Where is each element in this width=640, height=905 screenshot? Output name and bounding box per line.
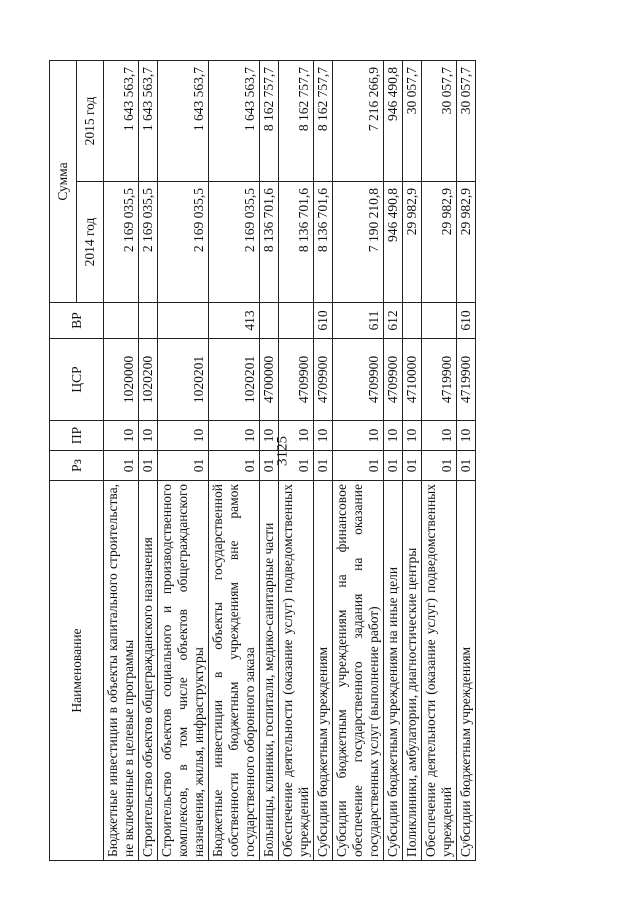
header-csr: ЦСР (50, 339, 104, 421)
table-row (158, 60, 209, 860)
row-pr: 10 (333, 421, 384, 451)
row-rz: 01 (139, 451, 158, 481)
row-rz: 01 (333, 451, 384, 481)
row-csr: 1020201 (209, 339, 260, 421)
row-sum-2014: 7 190 210,8 (333, 182, 384, 303)
table-body (104, 60, 476, 860)
header-2015: 2015 год (77, 60, 104, 181)
row-csr: 1020201 (158, 339, 209, 421)
row-vr: 611 (333, 303, 384, 339)
row-sum-2014: 29 982,9 (403, 182, 422, 303)
row-vr (279, 303, 314, 339)
row-pr: 10 (139, 421, 158, 451)
table-row (139, 60, 158, 860)
row-sum-2014: 8 136 701,6 (314, 182, 333, 303)
row-vr (260, 303, 279, 339)
row-sum-2015: 1 643 563,7 (158, 60, 209, 181)
row-sum-2014: 2 169 035,5 (139, 182, 158, 303)
rotated-page-content (49, 61, 587, 861)
row-rz: 01 (384, 451, 403, 481)
row-sum-2015: 7 216 266,9 (333, 60, 384, 181)
table-row (422, 60, 457, 860)
row-sum-2014: 2 169 035,5 (104, 182, 139, 303)
row-vr (403, 303, 422, 339)
row-vr: 413 (209, 303, 260, 339)
row-vr (104, 303, 139, 339)
row-name: Строительство объектов общегражданского назначения (139, 481, 158, 861)
row-name: Субсидии бюджетным учреждениям (457, 481, 476, 861)
header-sum: Сумма (50, 60, 77, 302)
row-pr: 10 (104, 421, 139, 451)
table-header (50, 60, 104, 860)
row-sum-2015: 8 162 757,7 (260, 60, 279, 181)
row-pr: 10 (384, 421, 403, 451)
row-name: Обеспечение деятельности (оказание услуг) подведомственных учреждений (279, 481, 314, 861)
row-csr: 4709900 (333, 339, 384, 421)
table-row (279, 60, 314, 860)
row-pr: 10 (209, 421, 260, 451)
row-vr (139, 303, 158, 339)
row-csr: 4709900 (314, 339, 333, 421)
row-sum-2015: 946 490,8 (384, 60, 403, 181)
row-csr: 4709900 (384, 339, 403, 421)
row-pr: 10 (279, 421, 314, 451)
row-csr: 4700000 (260, 339, 279, 421)
header-vr: ВР (50, 303, 104, 339)
row-csr: 1020200 (139, 339, 158, 421)
row-rz: 01 (104, 451, 139, 481)
row-sum-2015: 1 643 563,7 (139, 60, 158, 181)
row-name: Больницы, клиники, госпитали, медико-санитарные части (260, 481, 279, 861)
header-rz: Рз (50, 451, 104, 481)
row-sum-2015: 8 162 757,7 (279, 60, 314, 181)
row-vr: 610 (314, 303, 333, 339)
row-name: Бюджетные инвестиции в объекты государственной собственности бюджетным учреждениям вне рамок государственного оборонного заказа (209, 481, 260, 861)
row-sum-2014: 8 136 701,6 (260, 182, 279, 303)
table-row (333, 60, 384, 860)
row-name: Бюджетные инвестиции в объекты капитального строительства, не включенные в целевые программы (104, 481, 139, 861)
row-rz: 01 (158, 451, 209, 481)
row-sum-2015: 30 057,7 (457, 60, 476, 181)
row-vr (422, 303, 457, 339)
row-name: Строительство объектов социального и производственного комплексов, в том числе объектов общегражданского назначения, жилья, инфраструктуры (158, 481, 209, 861)
row-sum-2015: 8 162 757,7 (314, 60, 333, 181)
row-sum-2014: 946 490,8 (384, 182, 403, 303)
budget-table (49, 60, 476, 861)
row-name: Поликлиники, амбулатории, диагностические центры (403, 481, 422, 861)
row-pr: 10 (422, 421, 457, 451)
page-number: 3125 (274, 436, 291, 466)
row-rz: 01 (403, 451, 422, 481)
row-pr: 10 (403, 421, 422, 451)
row-rz: 01 (260, 451, 279, 481)
table-row (314, 60, 333, 860)
row-csr: 4710000 (403, 339, 422, 421)
row-name: Субсидии бюджетным учреждениям на иные цели (384, 481, 403, 861)
row-sum-2015: 30 057,7 (422, 60, 457, 181)
row-pr: 10 (260, 421, 279, 451)
row-rz: 01 (422, 451, 457, 481)
header-name: Наименование (50, 481, 104, 861)
row-rz: 01 (314, 451, 333, 481)
row-rz: 01 (279, 451, 314, 481)
row-sum-2015: 1 643 563,7 (104, 60, 139, 181)
row-rz: 01 (209, 451, 260, 481)
row-pr: 10 (457, 421, 476, 451)
table-row (209, 60, 260, 860)
row-vr: 610 (457, 303, 476, 339)
row-csr: 4719900 (422, 339, 457, 421)
row-name: Обеспечение деятельности (оказание услуг) подведомственных учреждений (422, 481, 457, 861)
row-vr: 612 (384, 303, 403, 339)
row-csr: 1020000 (104, 339, 139, 421)
row-rz: 01 (457, 451, 476, 481)
row-sum-2014: 2 169 035,5 (209, 182, 260, 303)
table-row (104, 60, 139, 860)
table-row (457, 60, 476, 860)
row-sum-2015: 30 057,7 (403, 60, 422, 181)
row-sum-2014: 29 982,9 (422, 182, 457, 303)
header-pr: ПР (50, 421, 104, 451)
table-row (260, 60, 279, 860)
row-csr: 4719900 (457, 339, 476, 421)
row-name: Субсидии бюджетным учреждениям на финансовое обеспечение государственного задания на оказание государственных услуг (выполнение работ) (333, 481, 384, 861)
row-sum-2014: 2 169 035,5 (158, 182, 209, 303)
row-pr: 10 (158, 421, 209, 451)
row-name: Субсидии бюджетным учреждениям (314, 481, 333, 861)
table-row (384, 60, 403, 860)
row-sum-2014: 29 982,9 (457, 182, 476, 303)
row-sum-2014: 8 136 701,6 (279, 182, 314, 303)
header-2014: 2014 год (77, 182, 104, 303)
row-vr (158, 303, 209, 339)
table-row (403, 60, 422, 860)
row-sum-2015: 1 643 563,7 (209, 60, 260, 181)
row-pr: 10 (314, 421, 333, 451)
row-csr: 4709900 (279, 339, 314, 421)
